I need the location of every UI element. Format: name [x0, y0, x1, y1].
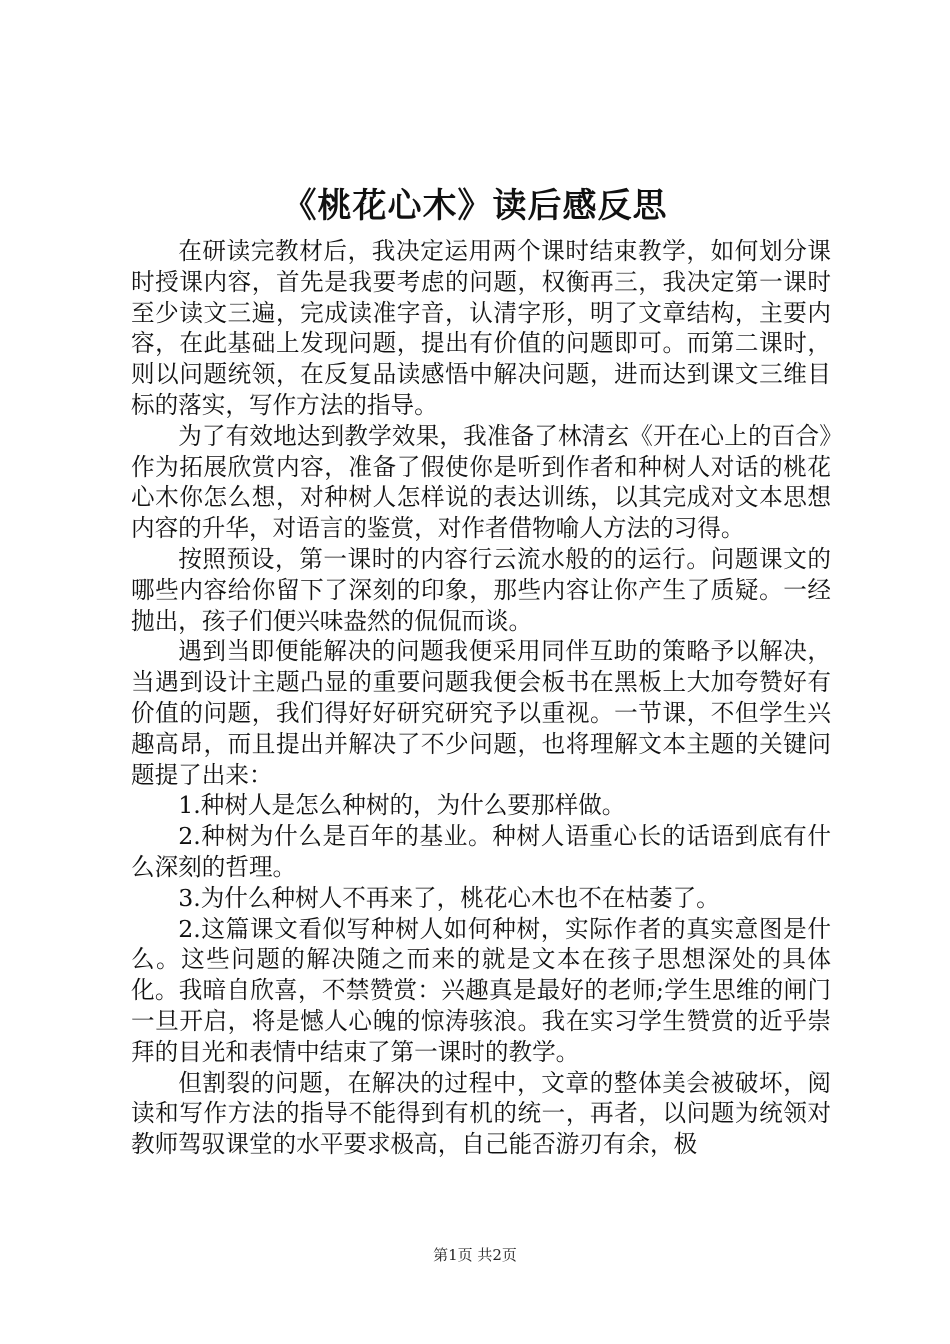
list-item: 1.种树人是怎么种树的，为什么要那样做。	[178, 791, 626, 820]
document-title: 《桃花心木》读后感反思	[282, 186, 668, 226]
paragraph: 在研读完教材后，我决定运用两个课时结束教学，如何划分课时授课内容，首先是我要考虑的问题，权衡再三，我决定第一课时至少读文三遍，完成读准字音，认清字形，明了文章结构，主要内容，在此基础上发现问题，提出有价值的问题即可。而第二课时，则以问题统领，在反复品读感悟中解决问题，进而达到课文三维目标的落实，写作方法的指导。	[131, 237, 831, 419]
paragraph: 为了有效地达到教学效果，我准备了林清玄《开在心上的百合》作为拓展欣赏内容，准备了假使你是听到作者和种树人对话的桃花心木你怎么想，对种树人怎样说的表达训练，以其完成对文本思想内容的升华，对语言的鉴赏，对作者借物喻人方法的习得。	[131, 421, 831, 543]
page-footer: 第1页 共2页	[433, 1246, 517, 1264]
list-item: 2.种树为什么是百年的基业。种树人语重心长的话语到底有什么深刻的哲理。	[131, 822, 831, 881]
paragraph: 但割裂的问题，在解决的过程中，文章的整体美会被破坏，阅读和写作方法的指导不能得到有机的统一，再者，以问题为统领对教师驾驭课堂的水平要求极高，自己能否游刃有余，极	[131, 1068, 831, 1159]
document-body	[131, 236, 831, 1160]
list-item: 3.为什么种树人不再来了，桃花心木也不在枯萎了。	[178, 883, 720, 912]
paragraph: 遇到当即便能解决的问题我便采用同伴互助的策略予以解决，当遇到设计主题凸显的重要问题我便会板书在黑板上大加夸赞好有价值的问题，我们得好好研究研究予以重视。一节课，不但学生兴趣高昂，而且提出并解决了不少问题，也将理解文本主题的关键问题提了出来：	[131, 637, 831, 789]
list-item: 2.这篇课文看似写种树人如何种树，实际作者的真实意图是什么。这些问题的解决随之而来的就是文本在孩子思想深处的具体化。我暗自欣喜，不禁赞赏：兴趣真是最好的老师;学生思维的闸门一旦开启，将是憾人心魄的惊涛骇浪。我在实习学生赞赏的近乎崇拜的目光和表情中结束了第一课时的教学。	[131, 914, 831, 1066]
paragraph: 按照预设，第一课时的内容行云流水般的的运行。问题课文的哪些内容给你留下了深刻的印象，那些内容让你产生了质疑。一经抛出，孩子们便兴味盎然的侃侃而谈。	[131, 544, 831, 635]
